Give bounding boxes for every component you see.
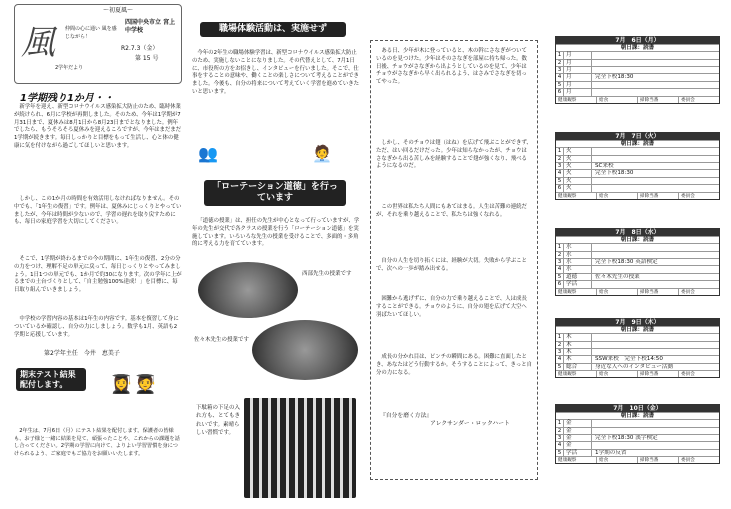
schedule-period-row (556, 66, 719, 73)
period-subject: 火 (564, 156, 592, 162)
schedule-day (555, 228, 720, 296)
morning-activity: 朝日課：読書 (556, 44, 719, 51)
masthead-logo-kanji: 風 (21, 23, 55, 63)
schedule-period-row (556, 273, 719, 280)
schedule-period-row (556, 434, 719, 441)
period-note (592, 156, 719, 162)
quote-author: アレクサンダー・ロックハート (430, 421, 510, 427)
test-results-title: 期末テスト結果配付します。 (16, 368, 86, 391)
period-note: 完全下校18:30 英語検定 (595, 258, 658, 265)
period-number: 6 (556, 89, 564, 95)
masthead (14, 4, 182, 84)
period-note: 1学期の反省 (595, 449, 627, 456)
period-subject: 水 (564, 244, 592, 250)
period-number: 1 (556, 420, 564, 426)
schedule-footer-cell: 給食 (597, 97, 638, 103)
period-subject: 月 (564, 52, 592, 58)
period-number: 2 (556, 252, 564, 258)
period-subject: 水 (564, 252, 592, 258)
schedule-period-row (556, 59, 719, 66)
period-subject: 火 (564, 163, 592, 169)
schedule-period-row (556, 147, 719, 154)
period-number: 5 (556, 274, 564, 280)
column-2 (192, 0, 360, 509)
period-note (592, 420, 719, 426)
schedule-footer-cell: 健康観察 (556, 371, 597, 377)
paragraph: 中学校の学習内容の基本は1年生の内容です。基本を復習して身についているか確認し、自分の力にしましょう。数学も1月、英語も2学期と応援しています。 (14, 316, 179, 338)
schedule-period-row (556, 251, 719, 258)
schedule-footer-cell: 健康観察 (556, 457, 597, 463)
period-note (592, 334, 719, 340)
period-number: 5 (556, 450, 564, 456)
period-note (592, 349, 719, 355)
period-number: 5 (556, 178, 564, 184)
schedule-day (555, 318, 720, 378)
period-number: 3 (556, 259, 564, 265)
period-subject: 月 (564, 60, 592, 66)
schedule-footer-cell: 給食 (597, 371, 638, 377)
period-subject: 金 (564, 435, 592, 441)
signature: 第2学年主任 今井 恵美子 (44, 350, 120, 357)
period-number: 5 (556, 364, 564, 370)
period-note (592, 252, 719, 258)
schedule-day-header: 7月 6日（月） (556, 37, 719, 44)
schedule-footer-cell: 掃除当番 (638, 97, 679, 103)
schedule-footer-cell: 掃除当番 (638, 193, 679, 199)
schedule-day-header: 7月 10日（金） (556, 405, 719, 412)
period-subject: 月 (564, 74, 592, 80)
schedule-period-row (556, 355, 719, 362)
period-number: 6 (556, 281, 564, 287)
class-photo-2 (252, 320, 358, 380)
period-subject: 水 (564, 266, 592, 272)
period-note (592, 89, 719, 95)
paragraph: 成長の分かれ目は、ピンチの瞬間にある。困難に直面したとき、あなたはどう行動するか。そうすることによって、きっと自分の力になる。 (376, 354, 533, 376)
schedule-footer-cell: 委員会 (681, 193, 695, 199)
schedule-footer-cell: 委員会 (681, 458, 695, 464)
period-subject: 火 (564, 185, 592, 191)
schedule-footer (556, 288, 719, 295)
period-note (592, 52, 719, 58)
schedule-period-row (556, 162, 719, 169)
masthead-subtitle: 〜初夏風〜 (103, 7, 134, 14)
period-subject: 金 (564, 442, 592, 448)
period-number: 3 (556, 435, 564, 441)
schedule-period-row (556, 441, 719, 448)
schedule-footer-cell: 給食 (597, 289, 638, 295)
period-number: 3 (556, 67, 564, 73)
schedule-footer-cell: 健康観察 (556, 289, 597, 295)
class-photo-1 (198, 262, 298, 318)
period-note: SSW来校 完全下校14:50 (595, 356, 663, 363)
schedule-footer (556, 192, 719, 199)
period-subject: 月 (564, 89, 592, 95)
period-number: 1 (556, 52, 564, 58)
period-subject: 火 (564, 148, 592, 154)
paragraph: ある日、少年が木に登っていると、木の幹にさなぎがついているのを見つけた。少年はそのさなぎを部屋に持ち帰った。数日後、チョウがさなぎから出ようとしているのを見て、少年はチョウがさなぎから早く出られるよう、はさみでさなぎを切ってやった。 (376, 48, 527, 86)
morning-activity: 朝日課：読書 (556, 412, 719, 419)
period-note: 完全下校18:30 (595, 74, 634, 81)
period-note (592, 244, 719, 250)
schedule-period-row (556, 258, 719, 265)
paragraph: そこで、1学期が終わるまでの今の期間に、1年生の復習、2分の分の力をつけ、理解不足の単元に戻って、毎日じっくりとやってみましょう。1日1つの単元でも、1か月で約30になります。次の学年に上がるまでの土台づくりとして、「自主勉強100%達成！」を目標に、毎日取り組んでいきましょう。 (14, 256, 182, 294)
schedule-period-row (556, 419, 719, 426)
schedule-footer (556, 456, 719, 463)
period-subject: 総合 (564, 364, 592, 370)
issue-date: R2.7.3（金） (121, 45, 159, 52)
schedule-period-row (556, 73, 719, 80)
period-subject: 水 (564, 259, 592, 265)
paragraph: この世界は私たち人間にもあてはまる。人生は苦難の連続だが、それを乗り越えることで、私たちは強くなれる。 (376, 204, 527, 218)
period-note (592, 148, 719, 154)
schedule-period-row (556, 88, 719, 95)
masthead-tagline: 仲間の心に通い 風を感じながら！ (65, 26, 117, 40)
quote-title: 『自分を磨く方法』 (380, 413, 433, 419)
schedule-day (555, 36, 720, 104)
rotation-moral-title: 「ローテーション道徳」を行っています (204, 180, 346, 206)
period-note (592, 82, 719, 88)
period-number: 1 (556, 334, 564, 340)
shoe-locker-photo (244, 398, 356, 498)
period-subject: 金 (564, 428, 592, 434)
period-number: 1 (556, 148, 564, 154)
schedule-footer-cell: 掃除当番 (638, 289, 679, 295)
schedule-period-row (556, 177, 719, 184)
schedule-period-row (556, 363, 719, 370)
schedule-period-row (556, 81, 719, 88)
schedule-footer-cell: 掃除当番 (638, 371, 679, 377)
students-illustration: 👩‍🎓🧑‍🎓 (110, 374, 159, 395)
period-note: 完全下校18:30 漢字検定 (595, 434, 658, 441)
paragraph: 今年の2年生の職場体験学習は、新型コロナウイルス感染拡大防止のため、実施しないことになりました。その代替えとして、7月1日に、市役所の方をお招きし、インタビューを行いました。そこで、仕事をすることの意味や、働くことの楽しさについて考えることができました。今後も、自分の将来について考えていく学習を進めていきたいと思います。 (192, 50, 360, 96)
period-number: 2 (556, 156, 564, 162)
period-subject: 火 (564, 170, 592, 176)
schedule-footer-cell: 委員会 (681, 97, 695, 103)
school-name: 四国中央市立 宮上中学校 (125, 19, 176, 35)
column-1 (14, 0, 182, 509)
morning-activity: 朝日課：読書 (556, 236, 719, 243)
period-number: 2 (556, 428, 564, 434)
schedule-footer-cell: 委員会 (681, 372, 695, 378)
period-number: 4 (556, 170, 564, 176)
period-note (592, 266, 719, 272)
photo-caption: 佐々木先生の授業です (194, 337, 250, 343)
schedule-period-row (556, 169, 719, 176)
schedule-period-row (556, 280, 719, 287)
period-subject: 学活 (564, 450, 592, 456)
schedule-day-header: 7月 9日（木） (556, 319, 719, 326)
photo-caption: 西部先生の授業です (302, 271, 352, 277)
paragraph: しかし、そのチョウは翅（はね）を広げて飛ぶことができず、ただ、はい回るだけだった。少年は知らなかったが、チョウはさなぎから出る苦しみを経験することで翅が強くなり、飛べるようになるのだ。 (376, 140, 532, 170)
period-note: 身近な人へのインタビュー活動 (595, 363, 674, 370)
schedule-footer-cell: 健康観察 (556, 193, 597, 199)
schedule-period-row (556, 333, 719, 340)
paragraph: 困難から逃げずに、自分の力で乗り越えることで、人は成長することができる。チョウのように、自分の翅を広げて大空へ羽ばたいてほしい。 (376, 296, 527, 318)
schedule-period-row (556, 449, 719, 456)
period-subject: 月 (564, 82, 592, 88)
period-number: 1 (556, 244, 564, 250)
period-subject: 木 (564, 342, 592, 348)
schedule-period-row (556, 243, 719, 250)
period-number: 2 (556, 342, 564, 348)
paragraph: 新学年を迎え、新型コロナウイルス感染拡大防止のため、臨時休業が続けられ、6月に学校が再開しました。そのため、今年は1学期が7月31日まで、夏休みは8月1日から8月23日までとなりました。例年でしたら、もうそろそろ夏休みを迎えるころですが、今年はまだまだ1学期が続きます。毎日しっかりと目標をもって生活し、心と体の健康に気を付けながら過ごしてほしいと思います。 (14, 104, 182, 150)
paragraph: 自分の人生を切り拓くには、経験が大切。失敗から学ぶことで、次への一歩が踏み出せる。 (376, 258, 527, 272)
schedule-footer-cell: 給食 (597, 193, 638, 199)
period-note (592, 442, 719, 448)
schedule-day-header: 7月 8日（水） (556, 229, 719, 236)
schedule-footer-cell: 健康観察 (556, 97, 597, 103)
period-note (592, 67, 719, 73)
schedule-day (555, 404, 720, 464)
period-note (592, 60, 719, 66)
people-illustration: 👥 (198, 144, 218, 163)
issue-number: 第 15 号 (135, 55, 159, 62)
period-subject: 月 (564, 67, 592, 73)
morning-activity: 朝日課：読書 (556, 140, 719, 147)
schedule-period-row (556, 341, 719, 348)
schedule-footer-cell: 委員会 (681, 289, 695, 295)
period-note (592, 185, 719, 191)
main-heading: 1学期残り1か月・・ (20, 93, 114, 104)
period-note (592, 342, 719, 348)
period-note (592, 178, 719, 184)
schedule-day-header: 7月 7日（火） (556, 133, 719, 140)
period-subject: 木 (564, 349, 592, 355)
period-note: SC来校 (595, 162, 614, 169)
period-subject: 学活 (564, 281, 592, 287)
schedule-day (555, 132, 720, 200)
photo-caption: 下駄箱の下足の入れ方も、とてもきれいです。素晴らしい習慣です。 (196, 405, 241, 436)
period-note: 佐々木先生の授業 (595, 273, 640, 280)
paragraph: 2年生は、7月6日（月）にテスト結果を配付します。保護者の皆様も、お子様と一緒に結果を見て、頑張ったことや、これからの課題を話し合ってください。2学期の学習に向けて、よりよい学習習慣を身につけられるよう、ご家庭でもご協力をお願いいたします。 (14, 428, 180, 457)
period-number: 4 (556, 74, 564, 80)
grade-label: 2学年だより (55, 65, 84, 71)
paragraph: 「道徳の授業」は、担任の先生が中心となって行っていますが、学年の先生が交代で各クラスの授業を行う「ローテーション道徳」を実施しています。いろいろな先生の授業を受けることで、多面的・多角的に考える力を育てています。 (192, 218, 360, 248)
paragraph: しかし、この1か月の時間を有効活用しなければなりません。その中でも、「1年生の復習」です。例年は、夏休みにじっくりとやっていましたが、今年は時間が少ないので、学習の遅れを取り戻すためにも、毎日の家庭学習を大切にしてください。 (14, 196, 182, 226)
period-number: 5 (556, 82, 564, 88)
period-number: 2 (556, 60, 564, 66)
schedule-footer-cell: 掃除当番 (638, 457, 679, 463)
schedule-period-row (556, 51, 719, 58)
period-subject: 金 (564, 420, 592, 426)
schedule-period-row (556, 427, 719, 434)
schedule-footer (556, 370, 719, 377)
period-number: 3 (556, 163, 564, 169)
interview-illustration: 🧑‍💼 (312, 144, 332, 163)
period-subject: 火 (564, 178, 592, 184)
period-subject: 木 (564, 356, 592, 362)
schedule-footer (556, 96, 719, 103)
morning-activity: 朝日課：読書 (556, 326, 719, 333)
period-note (592, 428, 719, 434)
schedule-footer-cell: 給食 (597, 457, 638, 463)
schedule-period-row (556, 265, 719, 272)
schedule-period-row (556, 155, 719, 162)
column-3 (370, 0, 538, 509)
period-note: 完全下校18:30 (595, 170, 634, 177)
period-number: 4 (556, 356, 564, 362)
period-number: 6 (556, 185, 564, 191)
schedule-period-row (556, 348, 719, 355)
period-note (592, 281, 719, 287)
period-subject: 木 (564, 334, 592, 340)
period-number: 4 (556, 442, 564, 448)
weekly-schedule (555, 0, 720, 509)
schedule-period-row (556, 184, 719, 191)
career-experience-title: 職場体験活動は、実施せず (200, 22, 346, 37)
period-subject: 道徳 (564, 274, 592, 280)
period-number: 4 (556, 266, 564, 272)
period-number: 3 (556, 349, 564, 355)
